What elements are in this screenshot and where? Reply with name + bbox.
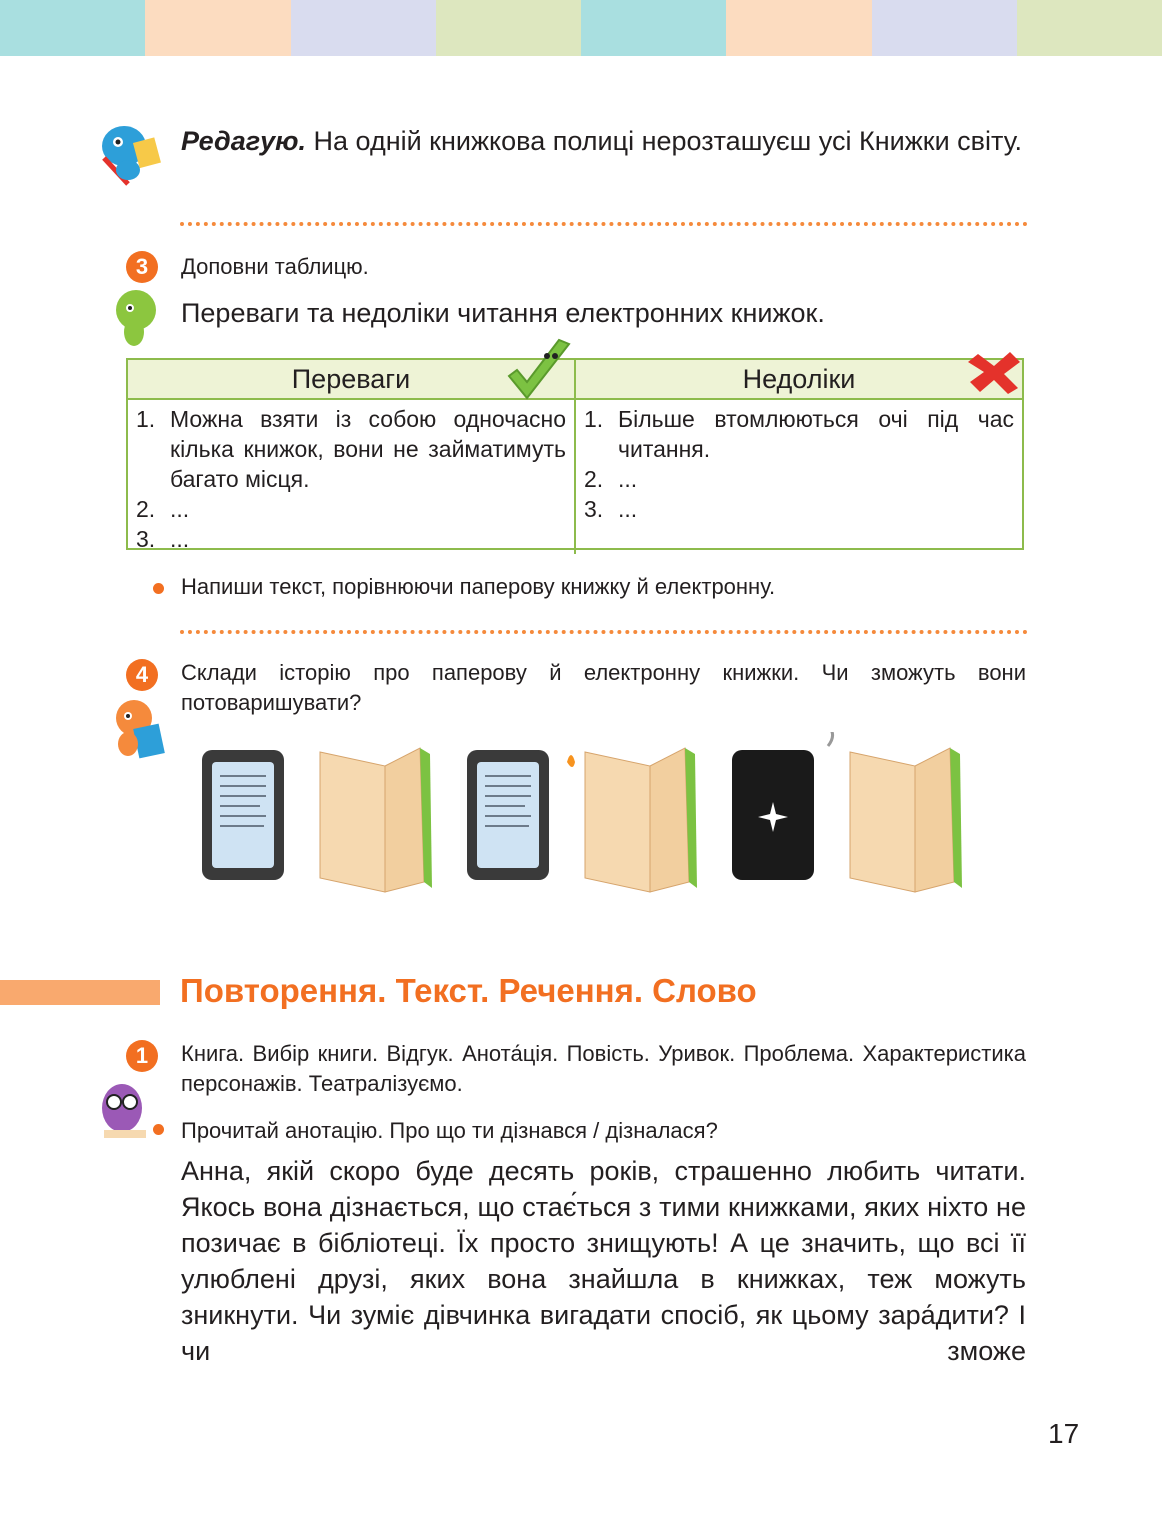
table-row: 3. ...: [136, 526, 190, 552]
cons-column: [576, 400, 1022, 554]
task3-subtitle: Переваги та недоліки читання електронних книжок.: [181, 298, 825, 328]
color-strip: [581, 0, 726, 56]
task4-text: Склади історію про паперову й електронну книжки. Чи зможуть вони потоваришувати?: [181, 660, 1026, 715]
task-number-badge: 4: [126, 659, 158, 691]
color-strip: [872, 0, 1017, 56]
edit-text: На одній книжкова полиці нерозташуєш усі Книжки світу.: [313, 126, 1022, 156]
scene-2: [467, 748, 697, 892]
color-strip: [145, 0, 290, 56]
bullet-dot: [153, 1124, 164, 1135]
table-header-pros: Переваги: [128, 360, 576, 398]
edit-paragraph: [181, 123, 1026, 160]
owl-mascot-icon: [98, 1078, 154, 1142]
task1-keywords: Книга. Вибір книги. Відгук. Анота́ція. Повість. Уривок. Проблема. Характеристика персонажів. Театралізуємо.: [181, 1041, 1026, 1096]
table-header: [128, 360, 1022, 400]
scene-3: [732, 732, 962, 892]
pros-column: [128, 400, 576, 554]
table-row: 2. ...: [584, 466, 638, 492]
table-header-cons: Недоліки: [742, 364, 856, 394]
bullet-dot: [153, 583, 164, 594]
table-row: 1. Більше втомлюються очі під час читання.: [584, 406, 1014, 462]
table-row: 2. ...: [136, 496, 190, 522]
task3-bullet-text: Напиши текст, порівнюючи паперову книжку й електронну.: [181, 574, 776, 599]
task1-bullet-text: Прочитай анотацію. Про що ти дізнався / дізналася?: [181, 1118, 718, 1143]
table-row: 3. ...: [584, 496, 638, 522]
annotation-text: Анна, якій скоро буде десять років, страшенно любить читати. Якось вона дізнається, що стає́ться з тими книжками, яких ніхто не позичає в бібліотеці. Їх просто знищують! А це значить, що всі її улюблені друзі, яких вона знайшла в книжках, теж можуть зникнути. Чи зуміє дівчинка вигадати спосіб, як цьому зара́дити? І чи зможе: [181, 1156, 1026, 1366]
books-illustration: [180, 732, 980, 904]
color-strip: [436, 0, 581, 56]
task-number-badge: 3: [126, 251, 158, 283]
cross-icon: [964, 350, 1026, 394]
color-strip: [726, 0, 871, 56]
section-title: Повторення. Текст. Речення. Слово: [180, 972, 757, 1009]
table-row: 1. Можна взяти із собою одночасно кілька книжок, вони не займатимуть багато місця.: [136, 406, 566, 492]
pencil-mascot-icon: [96, 120, 162, 188]
color-strip: [291, 0, 436, 56]
checkmark-icon: [505, 336, 573, 402]
top-color-bar: [0, 0, 1162, 56]
green-mascot-icon: [108, 288, 160, 352]
color-strip: [0, 0, 145, 56]
pros-cons-table: [126, 358, 1024, 550]
dotted-divider: [180, 630, 1028, 634]
task3-instruction: Доповни таблицю.: [181, 254, 369, 279]
section-accent-bar: [0, 980, 160, 1005]
table-body: [128, 400, 1022, 554]
color-strip: [1017, 0, 1162, 56]
scene-1: [202, 748, 432, 892]
edit-label: Редагую.: [181, 126, 306, 156]
page-number: 17: [1048, 1418, 1080, 1449]
task-number-badge: 1: [126, 1040, 158, 1072]
dotted-divider: [180, 222, 1028, 226]
book-mascot-icon: [110, 698, 166, 762]
